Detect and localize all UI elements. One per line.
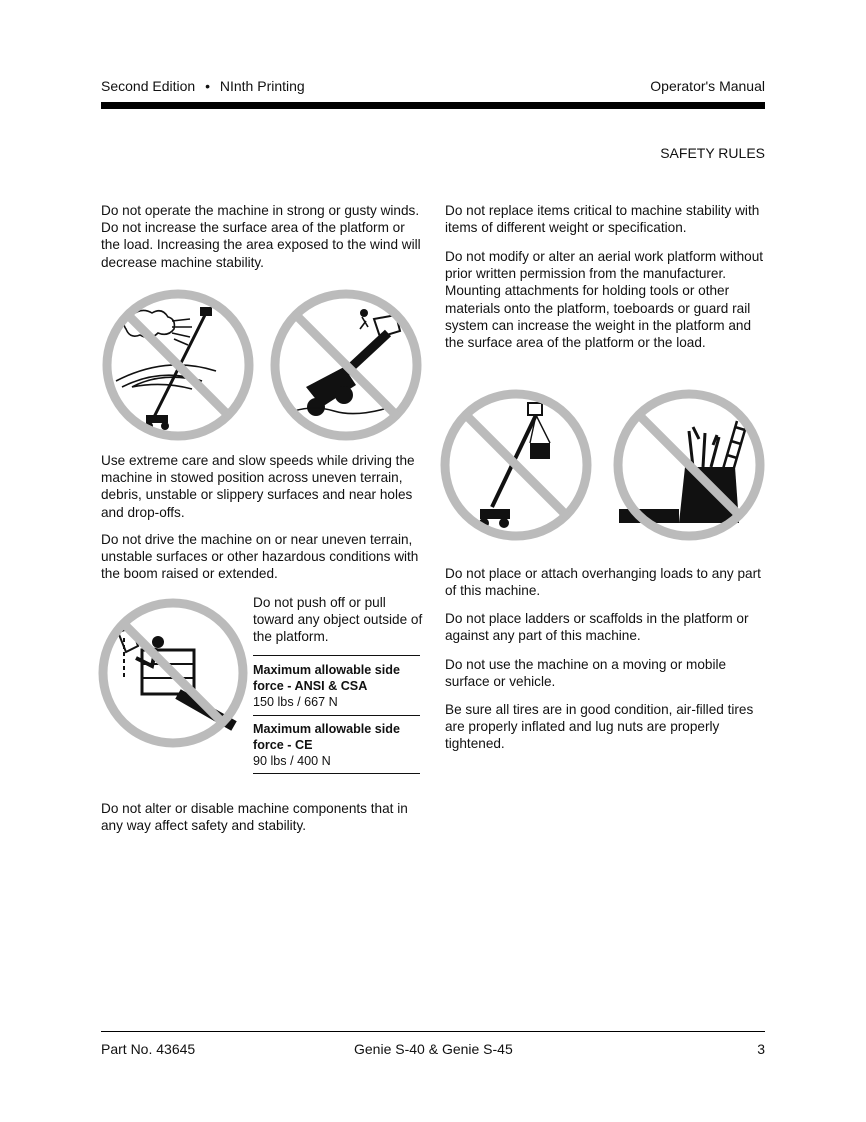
side-force-ce-value: 90 lbs / 400 N [253, 754, 331, 768]
wind-paragraph: Do not operate the machine in strong or gusty winds. Do not increase the surface area of the platform or the load. Increasing the area exposed to the wind will decrease machine stability. [101, 203, 421, 270]
printing-label: NInth Printing [219, 78, 305, 94]
moving-paragraph: Do not use the machine on a moving or mobile surface or vehicle. [445, 657, 727, 690]
page-number: 3 [757, 1041, 765, 1057]
overhang-paragraph: Do not place or attach overhanging loads to any part of this machine. [445, 566, 761, 599]
alter-paragraph: Do not alter or disable machine components that in any way affect safety and stability. [101, 801, 408, 834]
stowed-paragraph: Use extreme care and slow speeds while driving the machine in stowed position across uneven terrain, debris, unstable or slippery surfaces and near holes and drop-offs. [101, 453, 415, 520]
part-number: Part No. 43645 [101, 1041, 196, 1057]
section-title: SAFETY RULES [660, 145, 765, 161]
header-edition [101, 78, 305, 94]
no-uneven-terrain-icon [270, 289, 422, 441]
manual-title: Operator's Manual [650, 78, 765, 94]
side-force-ansi-label: Maximum allowable side force - ANSI & CSA [253, 663, 400, 693]
side-force-ce-label: Maximum allowable side force - CE [253, 722, 400, 752]
side-force-ansi-value: 150 lbs / 667 N [253, 695, 338, 709]
side-force-ansi [253, 662, 420, 710]
footer-rule [101, 1031, 765, 1032]
no-wind-icon [102, 289, 254, 441]
bullet: • [205, 78, 210, 94]
push-paragraph: Do not push off or pull toward any object outside of the platform. [253, 595, 423, 645]
tires-paragraph: Be sure all tires are in good condition, air-filled tires are properly inflated and lug nuts are properly tightened. [445, 702, 754, 752]
header-rule [101, 102, 765, 109]
edition-label: Second Edition [101, 78, 196, 94]
model-names: Genie S-40 & Genie S-45 [354, 1041, 513, 1057]
no-overhanging-load-icon [440, 389, 592, 541]
modify-paragraph: Do not modify or alter an aerial work platform without prior written permission from the manufacturer. Mounting attachments for holding tools or other materials onto the platform, toeboards or guard rail system can increase the weight in the platform and the surface area of the platform or the load. [445, 249, 764, 351]
raised-paragraph: Do not drive the machine on or near uneven terrain, unstable surfaces or other hazardous conditions with the boom raised or extended. [101, 532, 419, 582]
spec-rule-top [253, 655, 420, 656]
no-push-pull-icon [98, 598, 248, 748]
side-force-ce [253, 721, 420, 769]
replace-paragraph: Do not replace items critical to machine stability with items of different weight or specification. [445, 203, 760, 236]
spec-rule-bottom [253, 773, 420, 774]
ladder-paragraph: Do not place ladders or scaffolds in the platform or against any part of this machine. [445, 611, 749, 644]
spec-rule-middle [253, 715, 420, 716]
no-ladder-icon [613, 389, 765, 541]
